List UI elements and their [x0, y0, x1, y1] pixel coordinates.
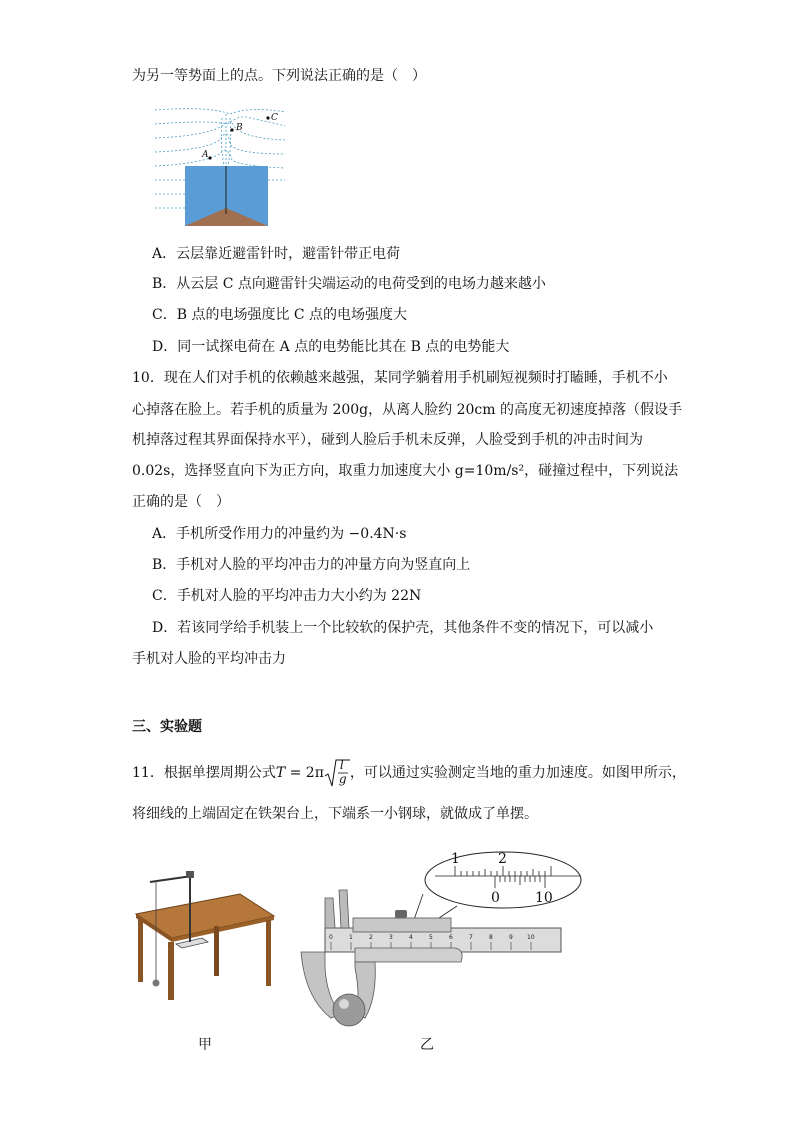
scale-9: 9	[509, 934, 513, 941]
formula-eq: = 2π	[285, 765, 324, 781]
scale-2: 2	[369, 934, 373, 941]
q9-stem-tail: 为另一等势面上的点。下列说法正确的是（ ）	[132, 68, 426, 84]
q10-stem-line: 0.02s，选择竖直向下为正方向，取重力加速度大小 g=10m/s²，碰撞过程中，下列说法	[132, 463, 679, 479]
q10-option-a: A．手机所受作用力的冲量约为 −0.4N·s	[152, 526, 407, 542]
scale-10: 10	[527, 934, 535, 941]
zoom-main-2: 2	[498, 851, 507, 867]
q10-stem-line: 心掉落在脸上。若手机的质量为 200g，从离人脸约 20cm 的高度无初速度掉落（假设手	[132, 402, 682, 418]
q11-line-1	[132, 758, 686, 788]
scale-1: 1	[349, 934, 353, 941]
q10-option-b: B．手机对人脸的平均冲击力的冲量方向为竖直向上	[152, 557, 471, 573]
caption-yi: 乙	[420, 1037, 434, 1053]
scale-3: 3	[389, 934, 393, 941]
scale-0: 0	[329, 934, 333, 941]
scale-6: 6	[449, 934, 453, 941]
q9-option-a: A．云层靠近避雷针时，避雷针带正电荷	[152, 246, 401, 262]
q10-stem-line: 正确的是（ ）	[132, 494, 230, 510]
q10-option-d: D．若该同学给手机装上一个比较软的保护壳，其他条件不变的情况下，可以减小	[152, 620, 654, 636]
formula-l: l	[339, 758, 344, 772]
q10-option-c: C．手机对人脸的平均冲击力大小约为 22N	[152, 588, 422, 604]
scale-5: 5	[429, 934, 433, 941]
zoom-main-1: 1	[451, 851, 460, 867]
label-a: A	[202, 150, 209, 160]
zoom-vern-0: 0	[491, 890, 500, 906]
formula-g: g	[338, 772, 347, 786]
q9-option-c: C．B 点的电场强度比 C 点的电场强度大	[152, 307, 408, 323]
q11-text-a: 11．根据单摆周期公式	[132, 765, 276, 781]
formula-T: T	[275, 765, 286, 781]
caliper-figure	[295, 838, 595, 1034]
scale-8: 8	[489, 934, 493, 941]
scale-4: 4	[409, 934, 413, 941]
q10-stem-line: 机掉落过程其界面保持水平），碰到人脸后手机未反弹，人脸受到手机的冲击时间为	[132, 432, 643, 448]
section-title: 三、实验题	[132, 719, 202, 735]
q9-option-b: B．从云层 C 点向避雷针尖端运动的电荷受到的电场力越来越小	[152, 276, 546, 292]
label-c: C	[271, 113, 278, 123]
lightning-rod-figure	[150, 104, 290, 230]
q10-stem-line: 10．现在人们对手机的依赖越来越强，某同学躺着用手机刷短视频时打瞌睡，手机不小	[132, 370, 668, 386]
caption-jia: 甲	[198, 1037, 212, 1053]
scale-7: 7	[469, 934, 473, 941]
q11-line-2: 将细线的上端固定在铁架台上，下端系一小钢球，就做成了单摆。	[132, 806, 538, 822]
q9-option-d: D．同一试探电荷在 A 点的电势能比其在 B 点的电势能大	[152, 339, 510, 355]
pendulum-figure	[128, 868, 278, 1000]
q10-option-d-cont: 手机对人脸的平均冲击力	[132, 651, 286, 667]
zoom-vern-10: 10	[535, 890, 553, 906]
sqrt-fraction	[324, 758, 350, 788]
q11-text-b: ，可以通过实验测定当地的重力加速度。如图甲所示，	[349, 765, 686, 781]
label-b: B	[236, 123, 243, 133]
